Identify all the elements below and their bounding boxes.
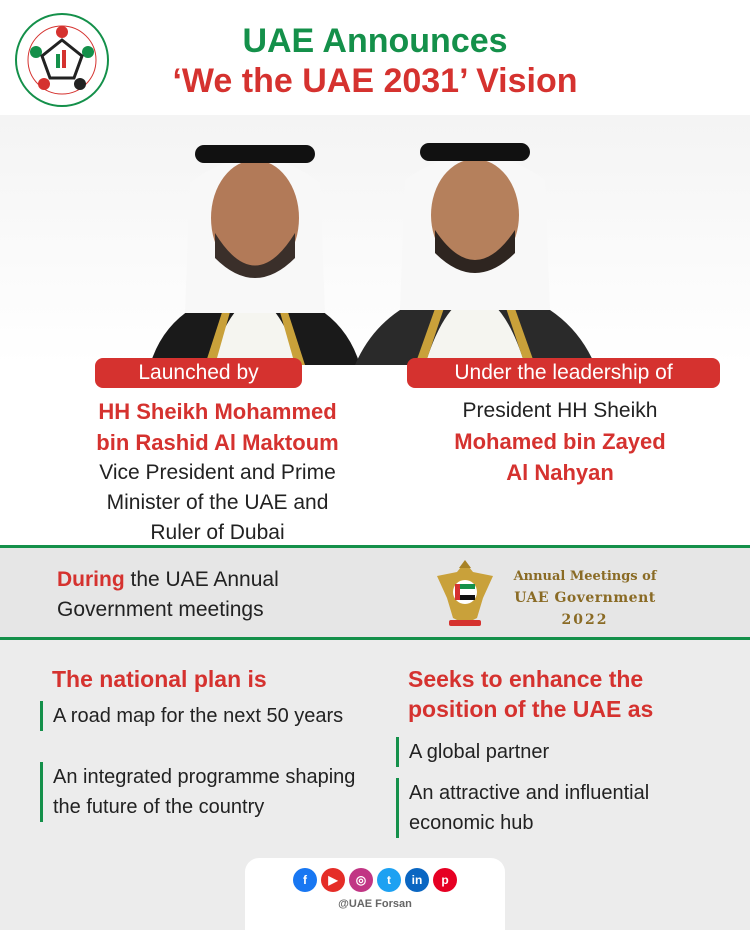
leader-role-line2: Minister of the UAE and [106, 491, 329, 514]
meetings-band [0, 545, 750, 640]
page-subtitle: ‘We the UAE 2031’ Vision [172, 62, 578, 100]
linkedin-icon[interactable]: in [405, 868, 429, 892]
national-plan-heading: The national plan is [52, 666, 267, 692]
during-text [57, 565, 279, 625]
enhance-position-heading: Seeks to enhance the position of the UAE as [408, 666, 654, 722]
left-leader-info [30, 396, 405, 548]
twitter-icon[interactable]: t [377, 868, 401, 892]
during-line2: Government meetings [57, 598, 264, 621]
meet-line2: UAE Government [514, 590, 656, 606]
list-item: An integrated programme shaping the future of the country [40, 762, 370, 822]
leader-role-line3: Ruler of Dubai [150, 521, 285, 544]
social-handle: @UAE Forsan [338, 898, 412, 910]
uae-emblem-icon [435, 558, 495, 630]
leader-name-line2: bin Rashid Al Maktoum [96, 430, 339, 455]
during-rest: the UAE Annual [124, 568, 279, 591]
under-leadership-pill: Under the leadership of [407, 358, 720, 388]
portrait-mohamed-bin-zayed [355, 135, 595, 365]
leader-name-line1: Mohamed bin Zayed [454, 429, 666, 454]
social-footer [245, 858, 505, 930]
right-leader-info [400, 396, 720, 488]
page-title: UAE Announces [242, 22, 508, 60]
launched-by-pill: Launched by [95, 358, 302, 388]
leaders-portraits [0, 115, 750, 365]
instagram-icon[interactable]: ◎ [349, 868, 373, 892]
facebook-icon[interactable]: f [293, 868, 317, 892]
leader-title: President HH Sheikh [462, 399, 658, 422]
leader-role-line1: Vice President and Prime [99, 461, 336, 484]
list-item: A global partner [396, 737, 736, 767]
list-item: A road map for the next 50 years [40, 701, 370, 731]
leader-name-line2: Al Nahyan [506, 460, 614, 485]
header [0, 0, 750, 120]
youtube-icon[interactable]: ▶ [321, 868, 345, 892]
leader-name-line1: HH Sheikh Mohammed [98, 399, 337, 424]
annual-meetings-logo [505, 566, 665, 631]
during-keyword: During [57, 568, 125, 591]
pinterest-icon[interactable]: p [433, 868, 457, 892]
meet-line3: 2022 [561, 612, 609, 628]
social-icons [245, 868, 505, 892]
meet-line1: Annual Meetings of [513, 569, 657, 584]
portrait-mohammed-bin-rashid [150, 123, 360, 365]
list-item: An attractive and influential economic hub [396, 778, 736, 838]
